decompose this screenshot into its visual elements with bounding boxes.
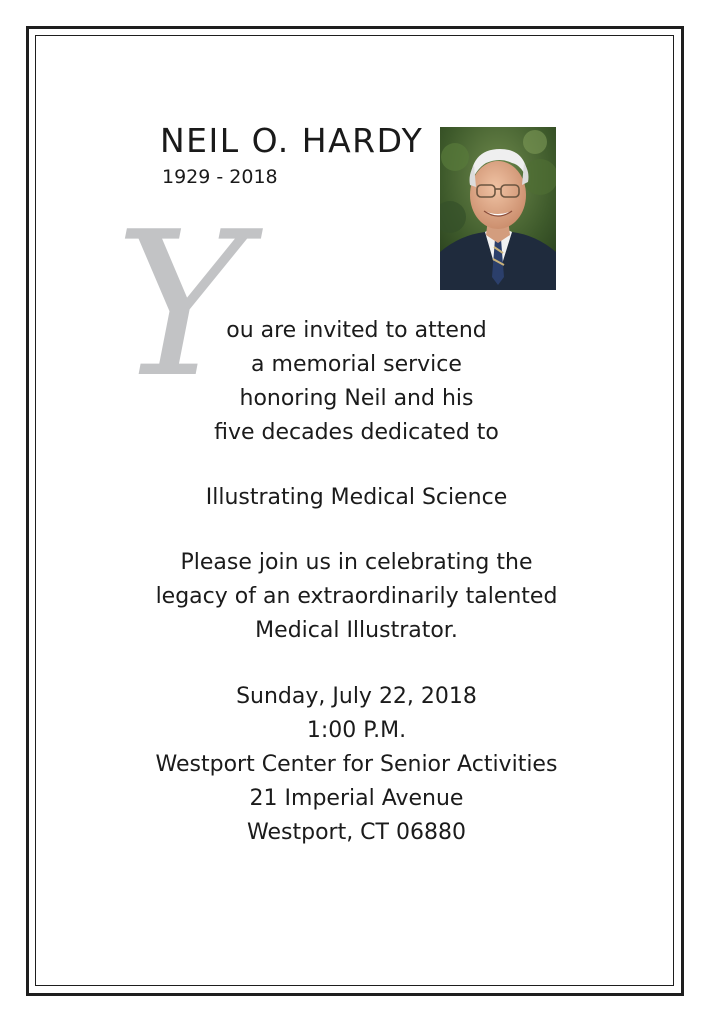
event-date: Sunday, July 22, 2018 bbox=[236, 684, 477, 709]
theme-title: Illustrating Medical Science bbox=[205, 485, 508, 510]
decorative-initial: Y bbox=[115, 189, 248, 422]
event-street: 21 Imperial Avenue bbox=[249, 786, 464, 811]
invitation-line-4: five decades dedicated to bbox=[214, 420, 499, 445]
life-years: 1929 - 2018 bbox=[162, 166, 278, 188]
celebration-line-3: Medical Illustrator. bbox=[255, 618, 458, 643]
celebration-line-1: Please join us in celebrating the bbox=[180, 550, 533, 575]
deceased-name: NEIL O. HARDY bbox=[160, 121, 424, 160]
invitation-line-2: a memorial service bbox=[251, 352, 462, 377]
celebration-line-2: legacy of an extraordinarily talented bbox=[155, 584, 558, 609]
event-time: 1:00 P.M. bbox=[306, 718, 407, 743]
event-venue: Westport Center for Senior Activities bbox=[155, 752, 558, 777]
invitation-line-1: ou are invited to attend bbox=[226, 318, 487, 343]
event-city: Westport, CT 06880 bbox=[247, 820, 466, 845]
invitation-line-3: honoring Neil and his bbox=[239, 386, 474, 411]
portrait-photo bbox=[440, 127, 556, 290]
